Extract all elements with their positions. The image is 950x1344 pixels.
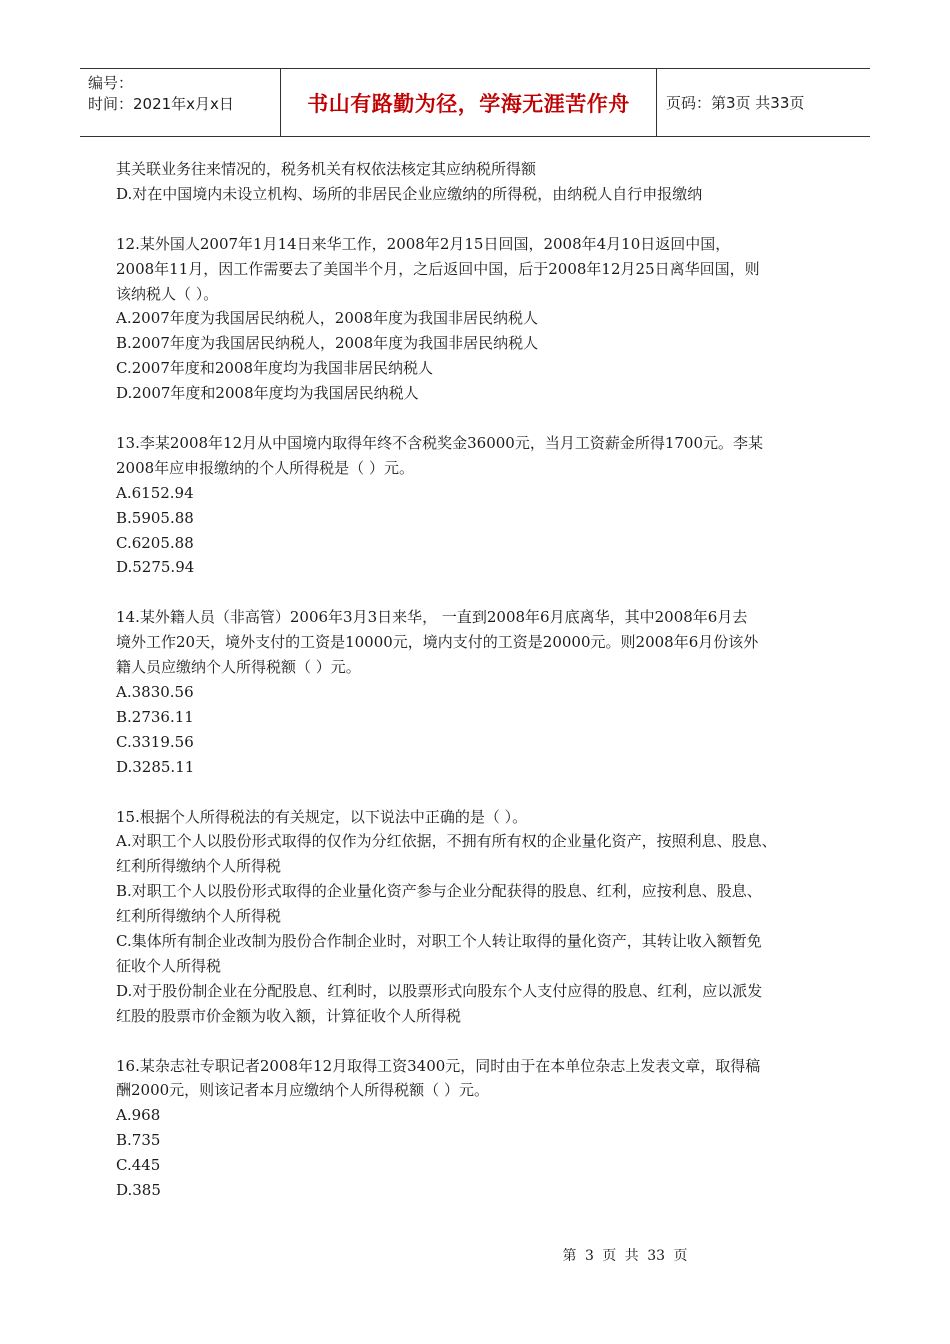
question-option: 红股的股票市价金额为收入额，计算征收个人所得税 xyxy=(116,1006,462,1025)
question-option: D.385 xyxy=(116,1181,161,1200)
question-option: D.对于股份制企业在分配股息、红利时，以股票形式向股东个人支付应得的股息、红利，应以派发 xyxy=(116,981,763,1000)
question-option: B.2007年度为我国居民纳税人，2008年度为我国非居民纳税人 xyxy=(116,334,539,353)
question-16 xyxy=(116,1054,856,1203)
question-option: D.3285.11 xyxy=(116,757,195,776)
page-footer: 第 3 页 共 33 页 xyxy=(562,1248,688,1264)
document-body xyxy=(116,157,856,1203)
question-stem-line: 16.某杂志社专职记者2008年12月取得工资3400元，同时由于在本单位杂志上发表文章，取得稿 xyxy=(116,1056,761,1075)
question-13 xyxy=(116,431,856,580)
question-option: A.对职工个人以股份形式取得的仅作为分红依据，不拥有所有权的企业量化资产，按照利息、股息、 xyxy=(116,832,777,851)
document-time-label: 时间：2021年x月x日 xyxy=(88,95,234,113)
question-stem-line: 境外工作20天，境外支付的工资是10000元，境内支付的工资是20000元。则2008年6月份该外 xyxy=(116,633,759,652)
question-option: A.6152.94 xyxy=(116,483,194,502)
intro-block xyxy=(116,157,856,207)
question-option: C.445 xyxy=(116,1156,161,1175)
question-12 xyxy=(116,232,856,406)
header-meta xyxy=(80,69,281,136)
question-option: D.2007年度和2008年度均为我国居民纳税人 xyxy=(116,384,419,403)
header-page-label: 页码：第3页 共33页 xyxy=(666,94,805,112)
question-option: A.968 xyxy=(116,1106,161,1125)
question-option: B.2736.11 xyxy=(116,707,194,726)
question-option: C.3319.56 xyxy=(116,732,194,751)
question-stem-line: 12.某外国人2007年1月14日来华工作，2008年2月15日回国，2008年4月10日返回中国， xyxy=(116,234,731,253)
page-header xyxy=(80,68,870,137)
question-option: C.6205.88 xyxy=(116,533,194,552)
question-14 xyxy=(116,605,856,779)
question-15 xyxy=(116,805,856,1029)
question-stem-line: 2008年应申报缴纳的个人所得税是（ ）元。 xyxy=(116,458,414,477)
question-option: D.5275.94 xyxy=(116,558,195,577)
question-stem-line: 该纳税人（ ）。 xyxy=(116,284,219,303)
question-option: 征收个人所得税 xyxy=(116,956,222,975)
question-option: A.2007年度为我国居民纳税人，2008年度为我国非居民纳税人 xyxy=(116,309,538,328)
question-option: A.3830.56 xyxy=(116,682,194,701)
question-option: 红利所得缴纳个人所得税 xyxy=(116,907,282,926)
question-stem-line: 酬2000元，则该记者本月应缴纳个人所得税额（ ）元。 xyxy=(116,1081,489,1100)
question-stem-line: 15.根据个人所得税法的有关规定，以下说法中正确的是（ ）。 xyxy=(116,807,528,826)
intro-line: D.对在中国境内未设立机构、场所的非居民企业应缴纳的所得税，由纳税人自行申报缴纳 xyxy=(116,184,703,203)
document-number-label: 编号： xyxy=(88,74,134,92)
question-stem-line: 14.某外籍人员（非高管）2006年3月3日来华， 一直到2008年6月底离华，其中2008年6月去 xyxy=(116,608,748,627)
question-option: C.集体所有制企业改制为股份合作制企业时，对职工个人转让取得的量化资产，其转让收入额暂免 xyxy=(116,932,762,951)
question-option: B.对职工个人以股份形式取得的企业量化资产参与企业分配获得的股息、红利，应按利息、股息、 xyxy=(116,882,762,901)
intro-line: 其关联业务往来情况的，税务机关有权依法核定其应纳税所得额 xyxy=(116,160,537,178)
question-stem-line: 2008年11月，因工作需要去了美国半个月，之后返回中国，后于2008年12月25日离华回国，则 xyxy=(116,259,760,278)
question-stem-line: 籍人员应缴纳个人所得税额（ ）元。 xyxy=(116,658,361,677)
question-option: B.735 xyxy=(116,1131,161,1150)
question-stem-line: 13.李某2008年12月从中国境内取得年终不含税奖金36000元，当月工资薪金所得1700元。李某 xyxy=(116,433,764,452)
question-option: B.5905.88 xyxy=(116,508,194,527)
question-option: 红利所得缴纳个人所得税 xyxy=(116,857,282,876)
header-motto: 书山有路勤为径，学海无涯苦作舟 xyxy=(281,69,657,136)
question-option: C.2007年度和2008年度均为我国非居民纳税人 xyxy=(116,359,434,378)
